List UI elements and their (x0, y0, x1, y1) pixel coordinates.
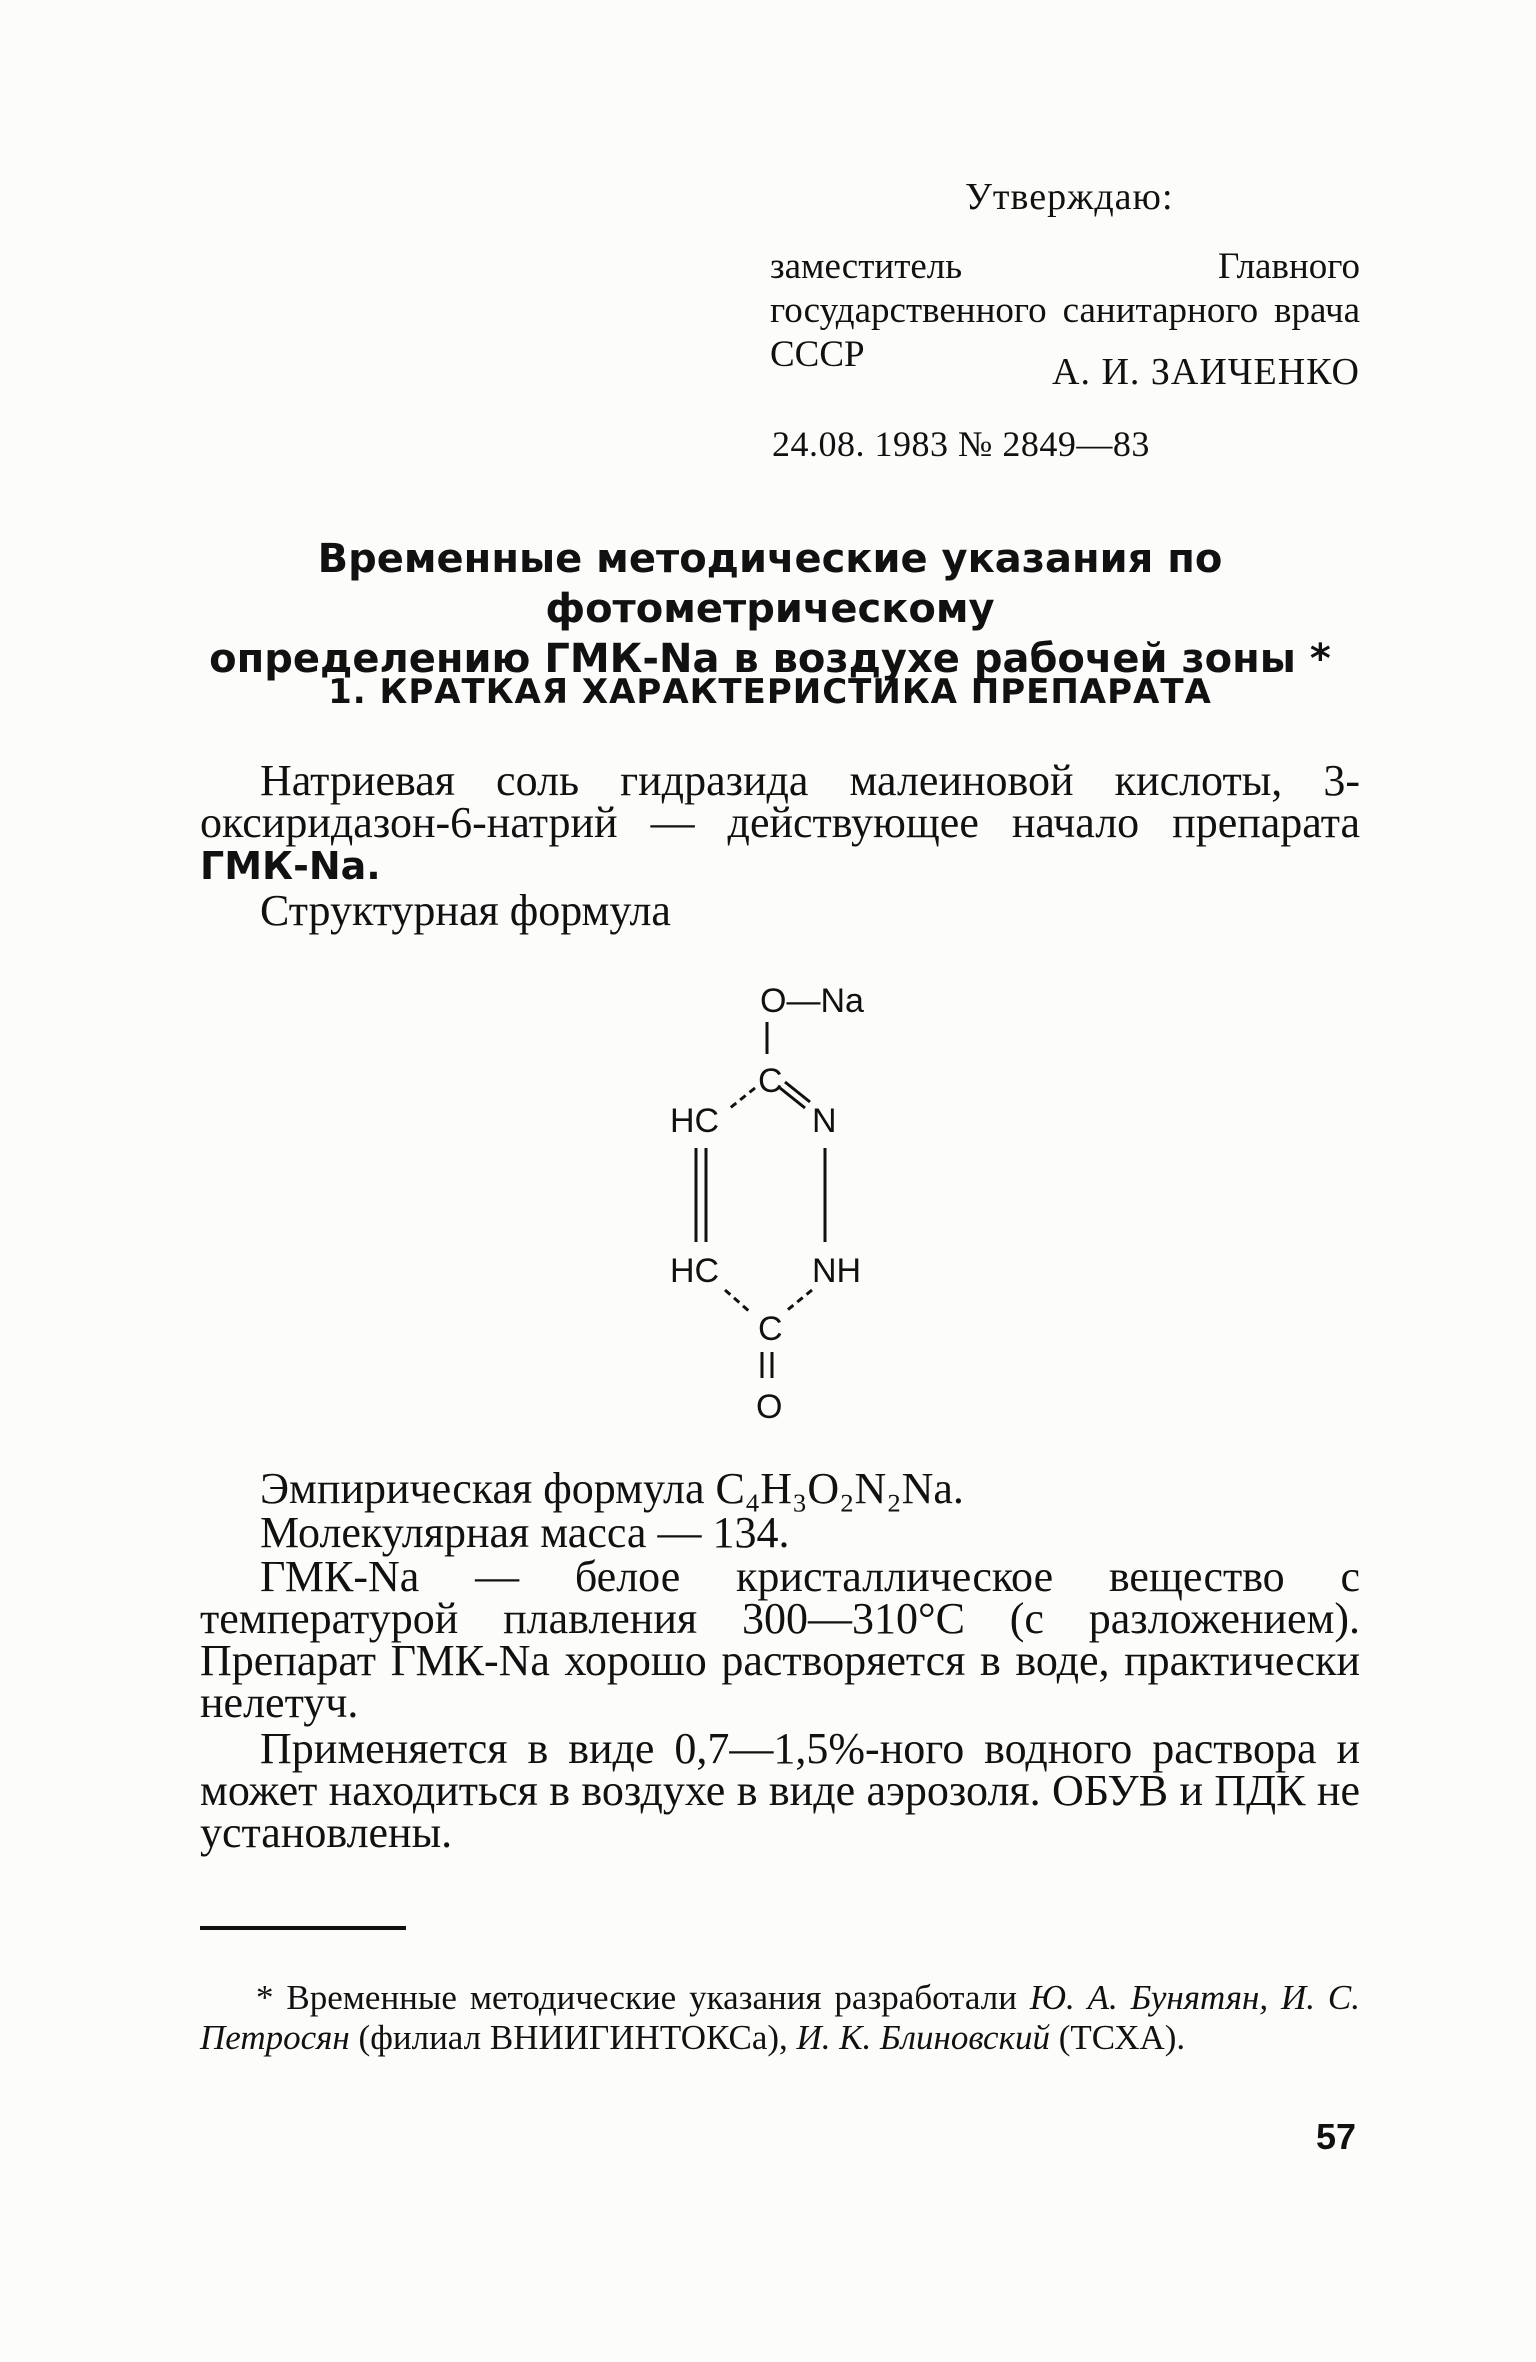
title-line-1: Временные методические указания по фотометрическому (317, 536, 1223, 632)
approval-heading: Утверждаю: (965, 176, 1174, 218)
intro-paragraph (200, 756, 1360, 888)
usage-paragraph: Применяется в виде 0,7—1,5%-ного водного раствора и может находиться в воздухе в виде аэрозоля. ОБУВ и ПДК не установлены. (200, 1724, 1360, 1857)
intro-bold: ГМК-Na. (200, 844, 381, 888)
formula-o-bottom: O (756, 1388, 783, 1426)
title-line-2: определению ГМК-Na в воздухе рабочей зоны * (209, 636, 1331, 682)
intro-text: Натриевая соль гидразида малеиновой кислоты, 3-оксиридазон-6-натрий — действующее начало препарата (200, 756, 1360, 847)
molecular-mass: Молекулярная масса — 134. (260, 1508, 790, 1557)
footnote-org-2: (ТСХА). (1058, 2018, 1186, 2057)
formula-n: N (812, 1102, 837, 1140)
footnote-author-2: И. К. Блиновский (796, 2018, 1050, 2057)
footnote-author-1: Ю. А. Бунятян, И. С. Петросян (200, 1978, 1360, 2057)
approval-name: А. И. ЗАИЧЕНКО (1052, 351, 1360, 393)
approval-number: 24.08. 1983 № 2849—83 (772, 424, 1150, 464)
section-heading: 1. КРАТКАЯ ХАРАКТЕРИСТИКА ПРЕПАРАТА (328, 672, 1212, 712)
structure-label: Структурная формула (260, 886, 671, 935)
formula-top-group: O—Na (760, 982, 864, 1020)
formula-c-bottom: C (758, 1310, 783, 1348)
structural-formula (640, 980, 940, 1440)
footnote-org-1: (филиал ВНИИГИНТОКСа), (358, 2018, 788, 2057)
footnote-divider (200, 1926, 406, 1930)
page-number: 57 (1316, 2116, 1357, 2157)
formula-hc-1: HC (670, 1102, 720, 1140)
document-title (180, 534, 1360, 684)
footnote-lead: * Временные методические указания разработали (256, 1978, 1017, 2017)
footnote (200, 1978, 1360, 2058)
properties-paragraph: ГМК-Na — белое кристаллическое вещество с температурой плавления 300—310°С (с разложением). Препарат ГМК-Na хорошо растворяется в воде, практически нелетуч. (200, 1552, 1360, 1727)
formula-nh: NH (812, 1252, 862, 1290)
empirical-formula: Эмпирическая формула C₄H₃O₂N₂Na. (260, 1464, 964, 1513)
formula-c-top: C (758, 1062, 783, 1100)
formula-hc-2: HC (670, 1252, 720, 1290)
approval-role: заместитель Главного государственного санитарного врача СССР (770, 246, 1360, 375)
